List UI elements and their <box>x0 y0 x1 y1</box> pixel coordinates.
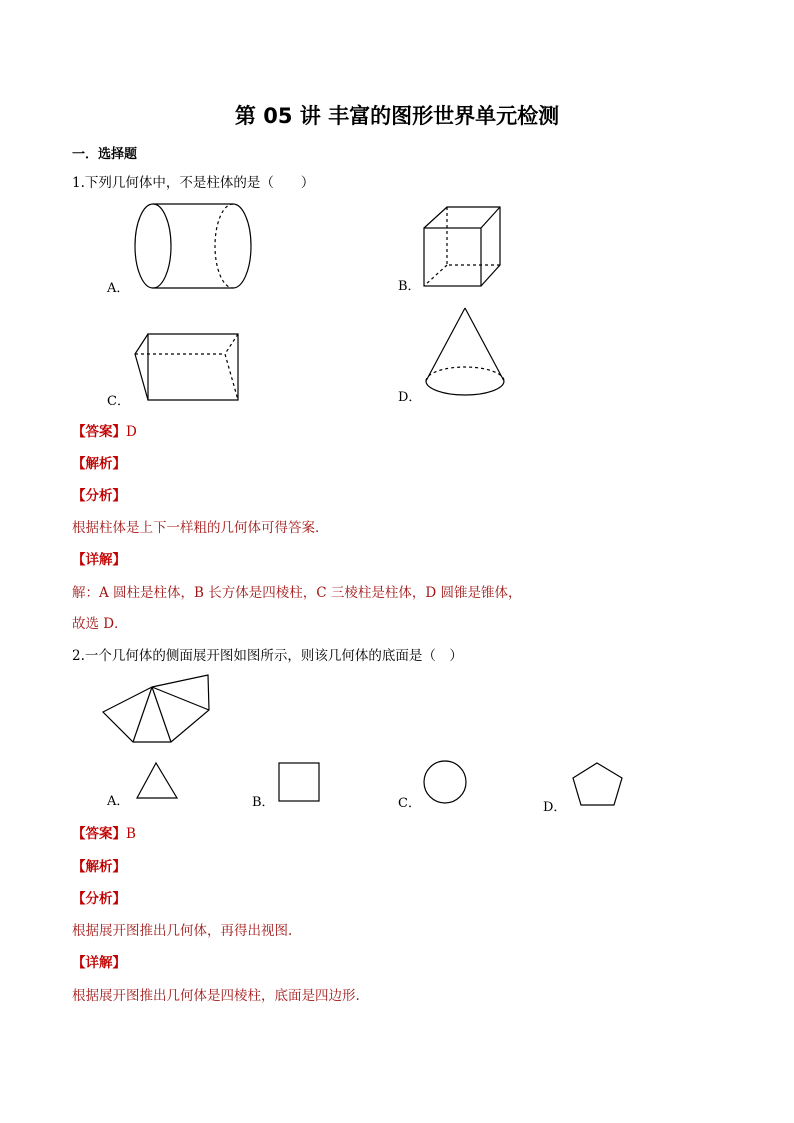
page-title: 第 05 讲 丰富的图形世界单元检测 <box>234 104 560 128</box>
question-2-stem: 2.一个几何体的侧面展开图如图所示，则该几何体的底面是（ ） <box>72 648 463 664</box>
q1-option-c-label: C． <box>107 394 130 409</box>
q1-detail-line-2: 故选 D． <box>72 616 128 632</box>
q1-fenxi-tag: 【分析】 <box>72 488 126 504</box>
q1-option-b-label: B． <box>398 279 421 294</box>
q2-answer-tag: 【答案】B <box>72 826 136 842</box>
q2-option-c-label: C． <box>398 796 421 811</box>
q2-answer-value: B <box>126 826 136 842</box>
section-heading: 一．选择题 <box>72 147 138 162</box>
q2-detail-line-1: 根据展开图推出几何体是四棱柱，底面是四边形. <box>72 988 360 1004</box>
q2-option-d-label: D． <box>543 800 567 815</box>
triangle-icon <box>135 760 181 800</box>
triangle-net-icon <box>100 672 215 747</box>
pentagon-icon <box>570 760 626 808</box>
triangular-prism-icon <box>130 330 242 405</box>
q1-option-a-label: A． <box>107 281 130 296</box>
square-icon <box>277 761 321 803</box>
q1-detail-tag: 【详解】 <box>72 552 126 568</box>
cone-icon <box>420 305 510 403</box>
q1-option-d-label: D． <box>398 390 422 405</box>
q2-fenxi-tag: 【分析】 <box>72 891 126 907</box>
q1-answer-value: D <box>126 424 137 440</box>
q2-option-a-label: A． <box>107 794 130 809</box>
q1-detail-line-1: 解：A 圆柱是柱体，B 长方体是四棱柱，C 三棱柱是柱体，D 圆锥是锥体， <box>72 585 522 601</box>
cylinder-icon <box>130 200 250 295</box>
q1-answer-tag: 【答案】D <box>72 424 137 440</box>
circle-icon <box>422 759 468 805</box>
q2-analysis-tag: 【解析】 <box>72 859 126 875</box>
cube-icon <box>420 203 505 291</box>
question-1-stem: 1.下列几何体中，不是柱体的是（ ） <box>72 175 315 191</box>
q2-option-b-label: B． <box>252 795 275 810</box>
q1-analysis-tag: 【解析】 <box>72 456 126 472</box>
q2-fenxi-text: 根据展开图推出几何体，再得出视图. <box>72 923 293 939</box>
q2-detail-tag: 【详解】 <box>72 955 126 971</box>
q1-fenxi-text: 根据柱体是上下一样粗的几何体可得答案． <box>72 520 329 536</box>
